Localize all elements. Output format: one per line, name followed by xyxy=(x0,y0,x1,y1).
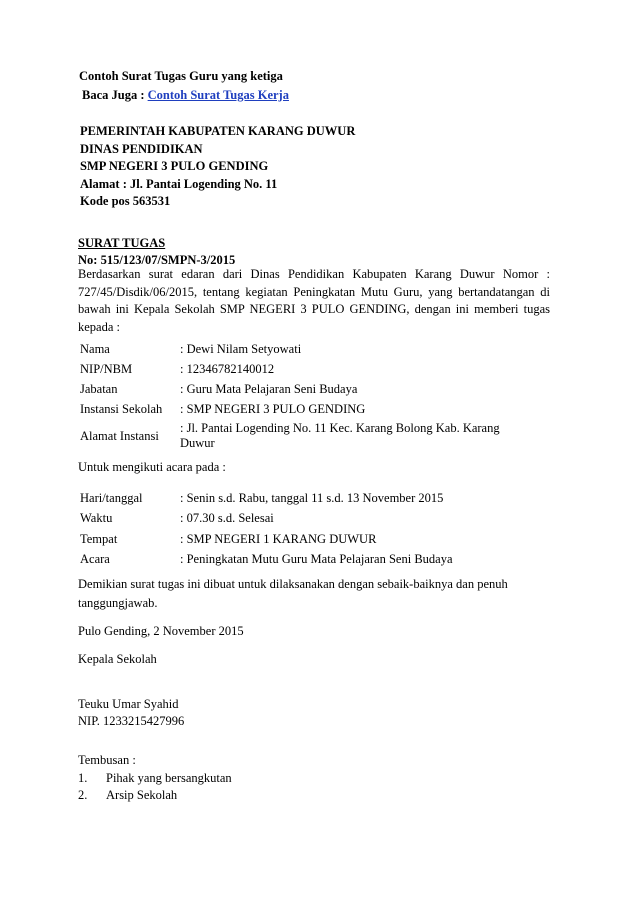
place-date: Pulo Gending, 2 November 2015 xyxy=(78,624,244,638)
field-value: : Jl. Pantai Logending No. 11 Kec. Karang Bolong Kab. Karang Duwur xyxy=(180,421,500,450)
list-item xyxy=(78,770,232,787)
baca-juga xyxy=(82,88,289,103)
baca-juga-link[interactable]: Contoh Surat Tugas Kerja xyxy=(147,88,289,102)
surat-heading xyxy=(78,235,235,269)
table-row xyxy=(78,550,520,571)
field-label: Hari/tanggal xyxy=(80,490,143,505)
field-label: Acara xyxy=(80,552,110,567)
page-title: Contoh Surat Tugas Guru yang ketiga xyxy=(79,69,283,83)
list-text: Arsip Sekolah xyxy=(106,788,178,802)
untuk-text: Untuk mengikuti acara pada : xyxy=(78,460,226,474)
table-row xyxy=(78,419,520,453)
signer-name: Teuku Umar Syahid xyxy=(78,697,179,711)
surat-number: No: 515/123/07/SMPN-3/2015 xyxy=(78,253,236,267)
field-value: : Senin s.d. Rabu, tanggal 11 s.d. 13 November 2015 xyxy=(180,490,444,505)
table-row xyxy=(78,488,520,509)
signer-nip: NIP. 1233215427996 xyxy=(78,714,185,728)
letterhead-line: PEMERINTAH KABUPATEN KARANG DUWUR xyxy=(80,124,356,138)
table-row xyxy=(78,379,520,399)
letterhead-line: DINAS PENDIDIKAN xyxy=(80,141,203,156)
table-row xyxy=(78,359,520,379)
field-label: Jabatan xyxy=(80,381,118,396)
field-value: : 12346782140012 xyxy=(180,361,275,376)
field-value: : Guru Mata Pelajaran Seni Budaya xyxy=(180,381,358,396)
list-number: 2. xyxy=(78,788,88,802)
table-row xyxy=(78,509,520,530)
field-value: : 07.30 s.d. Selesai xyxy=(180,511,274,526)
field-label: Waktu xyxy=(80,511,113,526)
letterhead-line: SMP NEGERI 3 PULO GENDING xyxy=(80,159,269,173)
tembusan-list xyxy=(78,770,232,804)
signer-block xyxy=(78,696,184,730)
field-value: : Dewi Nilam Setyowati xyxy=(180,341,302,356)
surat-title: SURAT TUGAS xyxy=(78,236,166,250)
table-row xyxy=(78,529,520,550)
field-value: : SMP NEGERI 3 PULO GENDING xyxy=(180,401,366,416)
table-row xyxy=(78,399,520,419)
list-text: Pihak yang bersangkutan xyxy=(106,771,232,785)
baca-juga-label: Baca Juga : xyxy=(82,88,145,102)
field-value: : Peningkatan Mutu Guru Mata Pelajaran Seni Budaya xyxy=(180,552,453,567)
field-label: NIP/NBM xyxy=(80,361,133,376)
field-label: Alamat Instansi xyxy=(80,428,159,443)
field-label: Tempat xyxy=(80,531,118,546)
person-table xyxy=(78,339,520,453)
letterhead-line: Alamat : Jl. Pantai Logending No. 11 xyxy=(80,176,278,191)
field-label: Instansi Sekolah xyxy=(80,401,163,416)
field-value: : SMP NEGERI 1 KARANG DUWUR xyxy=(180,531,377,546)
intro-paragraph: Berdasarkan surat edaran dari Dinas Pendidikan Kabupaten Karang Duwur Nomor : 727/45/Disdik/06/2015, tentang kegiatan Peningkatan Mutu Guru, yang bertandatangan di bawah ini Kepala Sekolah SMP NEGERI 3 PULO GENDING, dengan ini memberi tugas kepada : xyxy=(78,267,550,334)
tembusan-label: Tembusan : xyxy=(78,753,136,767)
letterhead xyxy=(80,123,355,211)
list-item xyxy=(78,787,232,804)
field-label: Nama xyxy=(80,341,110,356)
table-row xyxy=(78,339,520,359)
closing-paragraph: Demikian surat tugas ini dibuat untuk dilaksanakan dengan sebaik-baiknya dan penuh tanggungjawab. xyxy=(78,577,508,610)
signer-title: Kepala Sekolah xyxy=(78,652,157,666)
letterhead-line: Kode pos 563531 xyxy=(80,194,171,208)
event-table xyxy=(78,488,520,570)
list-number: 1. xyxy=(78,771,88,785)
